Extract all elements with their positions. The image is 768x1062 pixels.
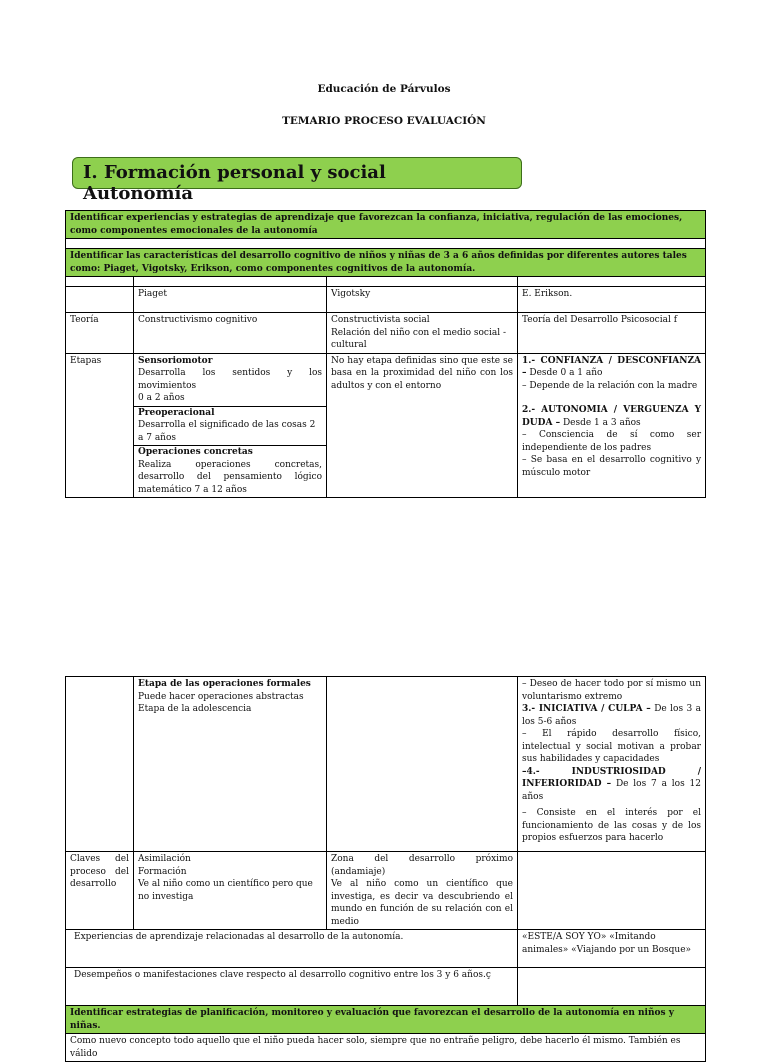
stage-title: Etapa de las operaciones formales [138, 679, 311, 689]
objective-emotional: Identificar experiencias y estrategias de aprendizaje que favorezcan la confianza, iniciativa, regulación de las emociones, como componentes emocionales de la autonomía [66, 211, 706, 239]
claves-piaget-line: Formación [138, 866, 187, 877]
empty-cell [327, 277, 518, 287]
stage-title: Sensoriomotor [138, 355, 213, 366]
erikson-stage-note: – Depende de la relación con la madre [522, 380, 698, 391]
empty-cell [327, 677, 518, 852]
header-piaget: Piaget [134, 287, 327, 313]
piaget-formal [134, 677, 327, 852]
empty-cell [518, 968, 706, 1006]
erikson-stage-note: – Se basa en el desarrollo cognitivo y músculo motor [522, 455, 702, 478]
empty-cell [66, 677, 134, 852]
erikson-continued [518, 677, 706, 852]
empty-cell [518, 852, 706, 930]
teoria-piaget: Constructivismo cognitivo [134, 313, 327, 354]
stage-text: Desarrolla los sentidos y los movimientos [138, 368, 322, 391]
claves-piaget [134, 852, 327, 930]
etapas-vigotsky: No hay etapa definidas sino que este se basa en la proximidad del niño con los adultos y con el entorno [327, 353, 518, 498]
erikson-stage-age: Desde 0 a 1 año [529, 368, 603, 378]
stage-title: Operaciones concretas [138, 447, 253, 457]
development-table-part2 [65, 676, 706, 1062]
erikson-stage-title: –4.- INDUSTRIOSIDAD / INFERIORIDAD – [522, 766, 701, 789]
stage-extra: 0 a 2 años [138, 393, 185, 403]
teoria-vigotsky-line1: Constructivista social [331, 315, 430, 325]
objective-planning: Identificar estrategias de planificación, monitoreo y evaluación que favorezcan el desarrollo de la autonomía en niños y niñas. [66, 1006, 706, 1034]
experiencias-label: Experiencias de aprendizaje relacionadas al desarrollo de la autonomía. [66, 930, 518, 968]
stage-text: Etapa de la adolescencia [138, 704, 252, 714]
stage-text: Realiza operaciones concretas, desarrollo del pensamiento lógico matemático 7 a 12 años [138, 459, 322, 495]
row-label-claves: Claves del proceso del desarrollo [66, 852, 134, 930]
claves-piaget-line: Ve al niño como un científico pero que no investiga [138, 879, 313, 902]
erikson-stage-note: – Deseo de hacer todo por sí mismo un voluntarismo extremo [522, 679, 701, 702]
erikson-stage-age: De los 3 a los 5-6 años [522, 704, 701, 727]
erikson-stage-age: Desde 1 a 3 años [562, 417, 641, 428]
empty-cell [66, 277, 134, 287]
section-heading [72, 157, 522, 204]
objective-cognitive: Identificar las características del desarrollo cognitivo de niños y niñas de 3 a 6 años definidas por diferentes autores tales como: Piaget, Vigotsky, Erikson, como componentes cognitivos de la autonomía. [66, 249, 706, 277]
teoria-vigotsky [327, 313, 518, 354]
section-title-a: I. Formación personal y social [83, 162, 386, 183]
erikson-stage-title: 1.- CONFIANZA / DESCONFIANZA – [522, 355, 702, 378]
claves-piaget-line: Asimilación [138, 854, 191, 864]
stage-title: Preoperacional [138, 407, 215, 418]
row-label-etapas: Etapas [66, 353, 134, 498]
header-erikson: E. Erikson. [518, 287, 706, 313]
stage-block [134, 445, 326, 496]
erikson-stage-age: De los 7 a los 12 años [522, 779, 701, 802]
document-title: Educación de Párvulos [317, 83, 451, 95]
empty-cell [518, 277, 706, 287]
header-vigotsky: Vigotsky [327, 287, 518, 313]
teoria-erikson: Teoría del Desarrollo Psicosocial f [518, 313, 706, 354]
stage-text: Puede hacer operaciones abstractas [138, 691, 304, 702]
erikson-stage-note: – Consciencia de sí como ser independiente de los padres [522, 430, 702, 453]
row-label-teoria: Teoría [66, 313, 134, 354]
section-title-b: Autonomía [83, 183, 194, 204]
claves-vigotsky [327, 852, 518, 930]
planning-text: Como nuevo concepto todo aquello que el niño pueda hacer solo, siempre que no entrañe peligro, debe hacerlo él mismo. También es válido [66, 1034, 706, 1062]
stage-text: Desarrolla el significado de las cosas 2 a 7 años [138, 420, 316, 443]
claves-vigotsky-line: Zona del desarrollo próximo (andamiaje) [331, 854, 513, 877]
erikson-stage-note: – El rápido desarrollo físico, intelectual y social motivan a probar sus habilidades y capacidades [522, 729, 701, 764]
experiencias-value: «ESTE/A SOY YO» «Imitando animales» «Viajando por un Bosque» [518, 930, 706, 968]
document-subtitle: TEMARIO PROCESO EVALUACIÓN [282, 115, 486, 127]
etapas-erikson [518, 353, 706, 498]
development-table-part1 [65, 210, 706, 498]
claves-vigotsky-line: Ve al niño como un científico que investiga, es decir va descubriendo el mundo en función de su relación con el medio [331, 879, 513, 927]
spacer-row [66, 239, 706, 249]
teoria-vigotsky-line2: Relación del niño con el medio social - cultural [331, 327, 506, 350]
empty-cell [66, 287, 134, 313]
empty-cell [134, 277, 327, 287]
etapas-piaget [134, 353, 327, 498]
desempenos-label: Desempeños o manifestaciones clave respecto al desarrollo cognitivo entre los 3 y 6 años.ç [66, 968, 518, 1006]
erikson-stage-note: – Consiste en el interés por el funcionamiento de las cosas y de los propios esfuerzos para hacerlo [522, 808, 701, 843]
erikson-stage-title: 3.- INICIATIVA / CULPA – [522, 704, 651, 714]
erikson-stage-title: 2.- AUTONOMIA / VERGUENZA Y DUDA – [522, 405, 702, 428]
stage-block [134, 406, 326, 445]
